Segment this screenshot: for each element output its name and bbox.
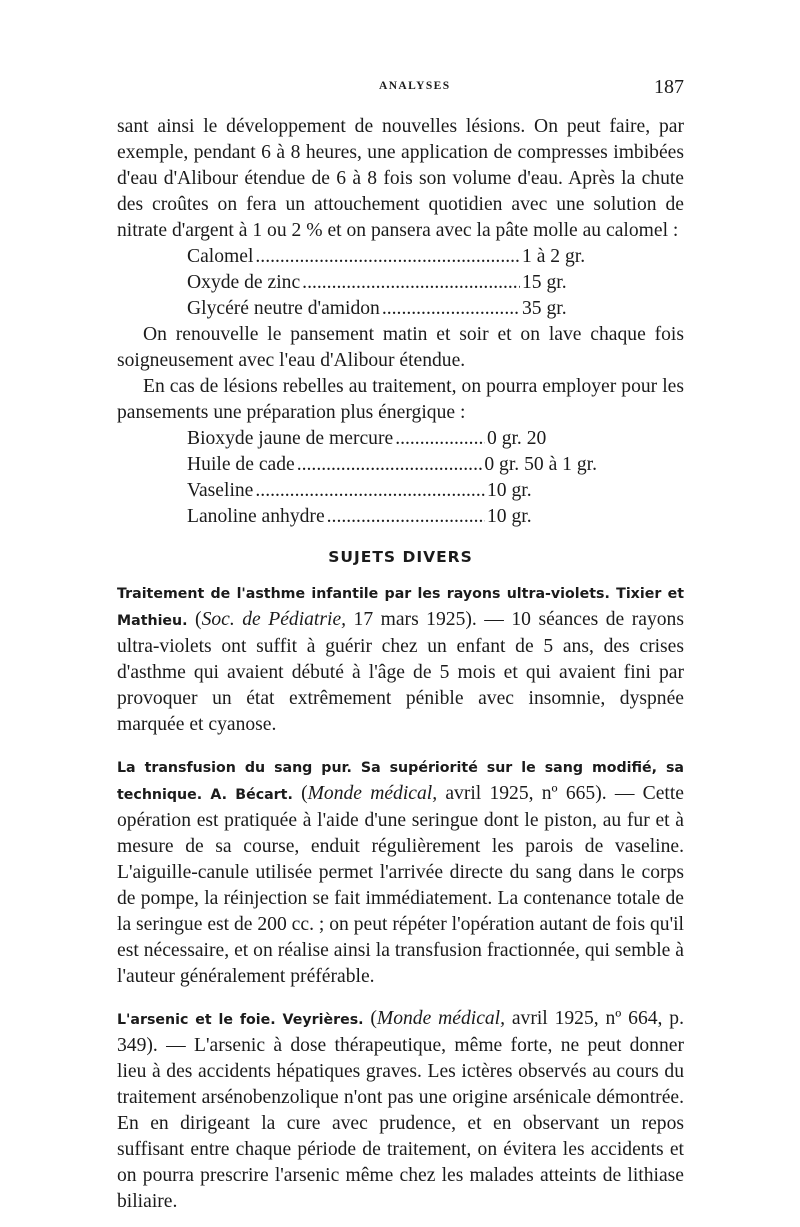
entry-arsenic [117, 1006, 684, 1215]
recipe-row [187, 504, 597, 530]
ingredient-name: Glycéré neutre d'amidon [187, 298, 380, 319]
entry-body: — Cette opération est pratiquée à l'aide d'une seringue dont le piston, au fur et à mesure de sa course, enduit régulièrement les parois de vaseline. L'aiguille-canule utilisée permet l'arrivée directe du sang dans le corps de pompe, la réinjection se fait immédiatement. La contenance totale de la seringue est de 200 cc. ; on peut répéter l'opération autant de fois qu'il est nécessaire, et on réalise ainsi la transfusion fractionnée, qui semble à l'auteur généralement préférable. [117, 783, 684, 987]
ingredient-name: Vaseline [187, 480, 254, 501]
leader-dots [297, 452, 483, 478]
recipe-row [187, 452, 597, 478]
recipe-row [187, 426, 597, 452]
ingredient-name: Oxyde de zinc [187, 272, 301, 293]
entry-source: Monde médical, [376, 1008, 506, 1029]
entry-source-open: ( [292, 783, 308, 804]
entry-lead: L'arsenic et le foie. Veyrières. [117, 1012, 364, 1028]
recipe-mercure [187, 426, 597, 530]
entry-asthme [117, 580, 684, 738]
entry-source-open: ( [363, 1008, 377, 1029]
running-head: ANALYSES [379, 80, 451, 92]
entry-separator [117, 990, 684, 998]
entry-transfusion [117, 754, 684, 990]
recipe-row [187, 270, 597, 296]
recipe-calomel [187, 244, 597, 322]
entry-separator [117, 738, 684, 746]
entry-body: — 10 séances de rayons ultra-violets ont suffit à guérir chez un enfant de 5 ans, des crises d'asthme qui avaient débuté à l'âge de 5 mois et qui avaient fini par provoquer un état extrêmement pénible avec insomnie, dyspnée marquée et cyanose. [117, 609, 684, 735]
recipe-row [187, 244, 597, 270]
entry-source-rest: avril 1925, nº 664, p. 349). [117, 1008, 684, 1056]
paragraph-lesions-rebelles: En cas de lésions rebelles au traitement, on pourra employer pour les pansements une préparation plus énergique : [117, 376, 684, 423]
ingredient-quantity: 0 gr. 50 à 1 gr. [484, 454, 597, 475]
leader-dots [327, 504, 485, 530]
ingredient-name: Calomel [187, 246, 254, 267]
page-body [117, 114, 684, 1215]
entry-source: Monde médical, [307, 783, 438, 804]
entry-body: — L'arsenic à dose thérapeutique, même forte, ne peut donner lieu à des accidents hépatiques graves. Les ictères observés au cours du traitement arsénobenzolique n'ont pas une origine arsénicale démontrée. En en dirigeant la cure avec prudence, et en observant un repos suffisant entre chaque période de traitement, on évitera les accidents et on pourra prescrire l'arsenic même chez les malades atteints de lithiase biliaire. [117, 1035, 684, 1212]
recipe-row [187, 478, 597, 504]
ingredient-quantity: 35 gr. [522, 298, 567, 319]
entry-lead: Traitement de l'asthme infantile par les rayons ultra-violets. Tixier et Mathieu. [117, 586, 684, 629]
entry-source-open: ( [187, 609, 202, 630]
entry-source-rest: 17 mars 1925). [346, 609, 477, 630]
entry-source: Soc. de Pédiatrie, [201, 609, 347, 630]
page-header [117, 76, 684, 100]
ingredient-name: Huile de cade [187, 454, 295, 475]
paragraph-renouvelle: On renouvelle le pansement matin et soir et on lave chaque fois soigneusement avec l'eau d'Alibour étendue. [117, 324, 684, 371]
ingredient-name: Bioxyde jaune de mercure [187, 428, 394, 449]
section-title: SUJETS DIVERS [328, 548, 473, 566]
ingredient-quantity: 0 gr. 20 [487, 428, 547, 449]
page-number: 187 [654, 76, 684, 98]
leader-dots [255, 244, 520, 270]
ingredient-quantity: 1 à 2 gr. [522, 246, 586, 267]
recipe-row [187, 296, 597, 322]
leader-dots [395, 426, 485, 452]
intro-paragraph: sant ainsi le développement de nouvelles lésions. On peut faire, par exemple, pendant 6 à 8 heures, une application de compresses imbibées d'eau d'Alibour étendue de 6 à 8 fois son volume d'eau. Après la chute des croûtes on fera un attouchement quotidien avec une solution de nitrate d'argent à 1 ou 2 % et on pansera avec la pâte molle au calomel : [117, 116, 684, 241]
ingredient-quantity: 10 gr. [487, 506, 532, 527]
leader-dots [255, 478, 485, 504]
ingredient-quantity: 15 gr. [522, 272, 567, 293]
ingredient-quantity: 10 gr. [487, 480, 532, 501]
ingredient-name: Lanoline anhydre [187, 506, 325, 527]
leader-dots [302, 270, 520, 296]
leader-dots [382, 296, 520, 322]
entry-source-rest: avril 1925, nº 665). [437, 783, 607, 804]
entry-lead: La transfusion du sang pur. Sa supériorité sur le sang modifié, sa technique. A. Bécart. [117, 760, 684, 803]
